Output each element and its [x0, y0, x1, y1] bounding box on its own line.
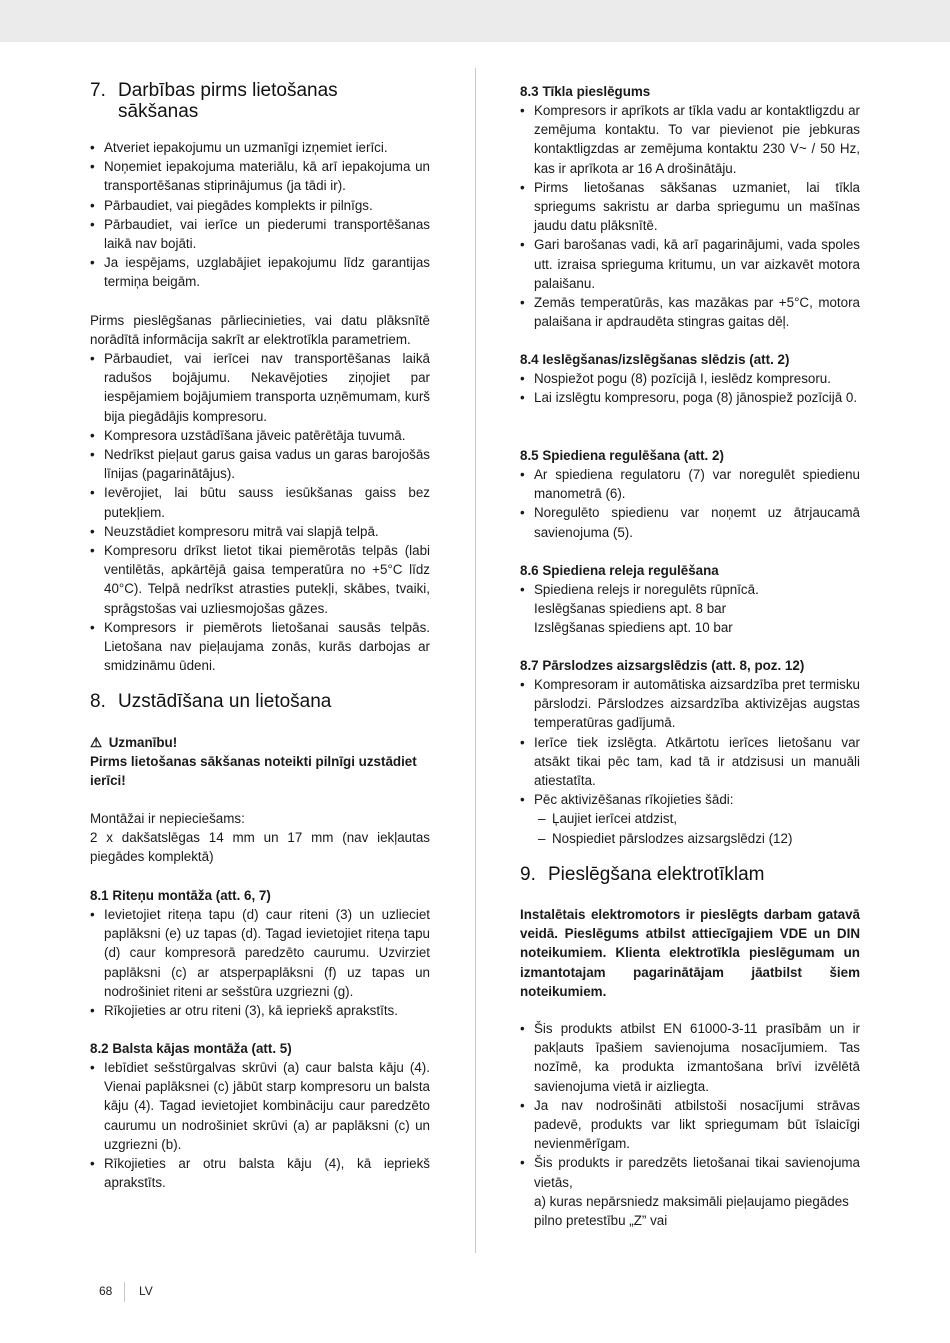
top-bar	[0, 0, 950, 42]
list-item: • Rīkojieties ar otru balsta kāju (4), kā iepriekš aprakstīts.	[90, 1154, 430, 1192]
section-7-paragraph: Pirms pieslēgšanas pārliecinieties, vai datu plāksnītē norādītā informācija sakrīt ar elektrotīkla parametriem.	[90, 313, 430, 348]
section-8-2-list	[90, 1058, 430, 1192]
warning-text: Pirms lietošanas sākšanas noteikti pilnīgi uzstādiet ierīci!	[90, 754, 417, 789]
list-item: • Rīkojieties ar otru riteni (3), kā iepriekš aprakstīts.	[90, 1001, 430, 1020]
warning-block	[90, 733, 430, 791]
warning-title: Uzmanību!	[108, 735, 178, 750]
section-8-3-heading: 8.3 Tīkla pieslēgums	[520, 84, 651, 99]
section-9-heading	[520, 864, 765, 885]
list-item: • Spiediena relejs ir noregulēts rūpnīcā.	[520, 580, 860, 599]
list-item: • Pēc aktivizēšanas rīkojieties šādi:	[520, 790, 860, 809]
section-title-line1: Darbības pirms lietošanas	[118, 80, 338, 101]
section-8-5-list	[520, 465, 860, 542]
list-item: • Ja iespējams, uzglabājiet iepakojumu līdz garantijas termiņa beigām.	[90, 253, 430, 291]
section-8-1-heading: 8.1 Riteņu montāža (att. 6, 7)	[90, 888, 271, 903]
section-8-5-heading: 8.5 Spiediena regulēšana (att. 2)	[520, 448, 724, 463]
list-item: • Ja nav nodrošināti atbilstoši nosacījumi strāvas padevē, produkts var likt spriegumam būt īslaicīgi nevienmērīgam.	[520, 1096, 860, 1154]
section-number: 8.	[90, 691, 106, 712]
list-item: • Kompresoram ir automātiska aizsardzība pret termisku pārslodzi. Pārslodzes aizsardzība aktivizējas augstas temperatūras gadījumā.	[520, 675, 860, 733]
list-item: • Kompresora uzstādīšana jāveic patērētāja tuvumā.	[90, 426, 430, 445]
section-7-list-2	[90, 349, 430, 675]
list-item: • Pārbaudiet, vai ierīcei nav transportēšanas laikā radušos bojājumu. Nekavējoties ziņojiet par iespējamiem bojājumiem transporta uzņēmumam, kurš bija piegādājis kompresoru.	[90, 349, 430, 426]
list-item: • Pirms lietošanas sākšanas uzmaniet, lai tīkla spriegums sakristu ar darba spriegumu un mašīnas jaudu datu plāksnītē.	[520, 178, 860, 236]
list-item: • Noņemiet iepakojuma materiālu, kā arī iepakojuma un transportēšanas stiprinājumus (ja tādi ir).	[90, 157, 430, 195]
list-item: • Noregulēto spiedienu var noņemt uz ātrjaucamā savienojuma (5).	[520, 503, 860, 541]
column-divider	[475, 68, 476, 1253]
list-item: • Kompresoru drīkst lietot tikai piemērotās telpās (labi ventilētās, apkārtējā gaisa temperatūra no +5°C līdz 40°C). Telpā nedrīkst atrasties putekļi, skābes, tvaiki, sprāgstošas vai uzliesmojošas gāzes.	[90, 541, 430, 618]
section-number: 9.	[520, 864, 536, 885]
list-item: • Iebīdiet sešstūrgalvas skrūvi (a) caur balsta kāju (4). Vienai paplāksnei (c) jābūt starp kompresoru un balsta kāju (4). Tagad ievietojiet kombināciju caur paredzēto caurumu un nodrošiniet skrūvi (a) ar paplāksni (c) un uzgriezni (b).	[90, 1058, 430, 1154]
sub-list-item: – Ļaujiet ierīcei atdzist,	[534, 809, 860, 828]
footer-separator	[124, 1282, 125, 1302]
section-8-2-heading: 8.2 Balsta kājas montāža (att. 5)	[90, 1041, 292, 1056]
list-item: • Kompresors ir piemērots lietošanai sausās telpās. Lietošana nav pieļaujama zonās, kurās darbojas ar smidzināmu ūdeni.	[90, 618, 430, 676]
list-item: • Nedrīkst pieļaut garus gaisa vadus un garas barojošās līnijas (pagarinātājus).	[90, 445, 430, 483]
section-8-4-list	[520, 369, 860, 407]
section-number: 7.	[90, 80, 106, 101]
list-item: • Ievērojiet, lai būtu sauss iesūkšanas gaiss bez putekļiem.	[90, 483, 430, 521]
mount-label: Montāžai ir nepieciešams:	[90, 811, 245, 826]
list-item: • Gari barošanas vadi, kā arī pagarinājumi, vada spoles utt. izraisa sprieguma kritumu, un var aizkavēt motora palaišanu.	[520, 235, 860, 293]
section-7-list-1	[90, 138, 430, 292]
off-pressure: Izslēgšanas spiediens apt. 10 bar	[534, 620, 733, 636]
list-item: • Šis produkts ir paredzēts lietošanai tikai savienojuma vietās,	[520, 1153, 860, 1191]
on-pressure: Ieslēgšanas spiediens apt. 8 bar	[534, 601, 727, 617]
list-continuation: a) kuras nepārsniedz maksimāli pieļaujamo piegādes pilno pretestību „Z” vai	[534, 1193, 849, 1229]
section-title-line2: sākšanas	[118, 101, 199, 122]
list-item: • Nospiežot pogu (8) pozīcijā I, ieslēdz kompresoru.	[520, 369, 860, 388]
section-8-7-list	[520, 675, 860, 848]
section-8-6-heading: 8.6 Spiediena releja regulēšana	[520, 563, 719, 578]
list-item: • Šis produkts atbilst EN 61000-3-11 prasībām un ir pakļauts īpašiem savienojuma nosacījumiem. Tas nozīmē, ka produkta izmantošana brīvi izvēlētā savienojuma vietā ir aizliegta.	[520, 1019, 860, 1096]
section-8-6-list	[520, 580, 860, 638]
section-8-heading	[90, 691, 331, 712]
section-8-1-list	[90, 905, 430, 1020]
language-code: LV	[139, 1284, 153, 1298]
list-item: • Neuzstādiet kompresoru mitrā vai slapjā telpā.	[90, 522, 430, 541]
section-title: Uzstādīšana un lietošana	[118, 691, 332, 712]
list-item: • Ar spiediena regulatoru (7) var noregulēt spiedienu manometrā (6).	[520, 465, 860, 503]
list-item: • Ievietojiet riteņa tapu (d) caur riteni (3) un uzlieciet paplāksni (e) uz tapas (d). Tagad ievietojiet riteņa tapu (d) caur kompresorā paredzēto caurumu. Uzvirziet paplāksni (c) ar atsperpaplāksni (f) uz tapas un nodrošiniet riteni ar sešstūra uzgriezni (g).	[90, 905, 430, 1001]
section-title: Pieslēgšana elektrotīklam	[548, 864, 765, 885]
section-9-bold-text: Instalētais elektromotors ir pieslēgts darbam gatavā veidā. Pieslēgums atbilst attiecīgajiem VDE un DIN noteikumiem. Klienta elektrotīkla pieslēgumam un izmantotajam pagarinātājam jāatbilst šiem noteikumiem.	[520, 907, 860, 999]
section-8-3-list	[520, 101, 860, 331]
list-item: • Pārbaudiet, vai ierīce un piederumi transportēšanas laikā nav bojāti.	[90, 215, 430, 253]
list-item: • Lai izslēgtu kompresoru, poga (8) jānospiež pozīcijā 0.	[520, 388, 860, 407]
list-item: • Kompresors ir aprīkots ar tīkla vadu ar kontaktligzdu ar zemējuma kontaktu. To var pievienot pie jebkuras kontaktligzdas ar zemējuma kontaktu 230 V~ / 50 Hz, kas ir aprīkota ar 16 A drošinātāju.	[520, 101, 860, 178]
page-number: 68	[99, 1284, 113, 1298]
section-8-7-heading: 8.7 Pārslodzes aizsargslēdzis (att. 8, poz. 12)	[520, 658, 805, 673]
section-8-4-heading: 8.4 Ieslēgšanas/izslēgšanas slēdzis (att. 2)	[520, 352, 790, 367]
mount-text: 2 x dakšatslēgas 14 mm un 17 mm (nav iekļautas piegādes komplektā)	[90, 830, 430, 865]
list-item: • Ierīce tiek izslēgta. Atkārtotu ierīces lietošanu var atsākt tikai pēc tam, kad tā ir atdzisusi un manuāli atiestatīta.	[520, 733, 860, 791]
section-7-heading	[90, 80, 338, 122]
section-9-list	[520, 1019, 860, 1230]
list-item: • Pārbaudiet, vai piegādes komplekts ir pilnīgs.	[90, 196, 430, 215]
sub-list-item: – Nospiediet pārslodzes aizsargslēdzi (12)	[534, 829, 860, 848]
list-item: • Zemās temperatūrās, kas mazākas par +5°C, motora palaišana ir apdraudēta stingras gaitas dēļ.	[520, 293, 860, 331]
warning-icon: ⚠	[90, 735, 103, 750]
list-item: • Atveriet iepakojumu un uzmanīgi izņemiet ierīci.	[90, 138, 430, 157]
